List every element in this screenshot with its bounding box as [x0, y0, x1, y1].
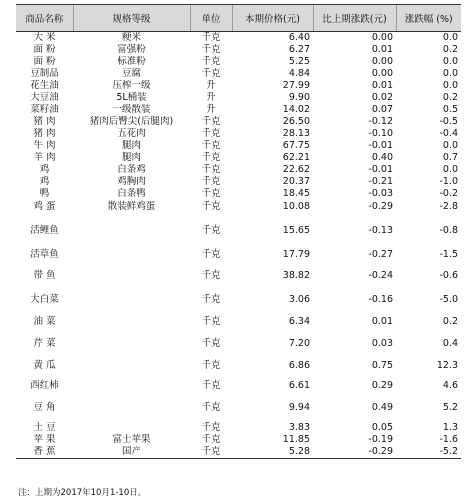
change-cell: -0.19: [368, 434, 393, 445]
change-cell: 0.01: [371, 44, 393, 55]
spec-cell: 猪肉后臀尖(后腿肉): [89, 116, 174, 127]
product-name-cell: 猪 肉: [33, 116, 56, 127]
product-name-cell: 活草鱼: [30, 249, 59, 260]
table-row: [16, 237, 461, 261]
spec-cell: 腿肉: [121, 140, 141, 151]
unit-cell: 千克: [201, 68, 221, 79]
unit-cell: 千克: [201, 152, 221, 163]
spec-cell: 鸡胸肉: [117, 176, 146, 187]
change-cell: -0.01: [368, 164, 393, 175]
product-name-cell: 鸭: [39, 188, 50, 199]
price-cell: 6.40: [288, 32, 310, 43]
price-cell: 9.94: [288, 402, 310, 413]
change-pct-cell: -2.8: [439, 201, 458, 212]
footnote: 注：上期为2017年10月1-10日。: [18, 488, 147, 498]
table-row: [16, 140, 461, 152]
spec-cell: [73, 237, 190, 261]
table-row: [16, 92, 461, 104]
change-pct-cell: 0.2: [442, 92, 458, 103]
spec-cell: 白条鸡: [117, 164, 146, 175]
price-cell: 10.08: [282, 201, 310, 212]
table-row: [16, 350, 461, 372]
table-row: [16, 152, 461, 164]
header-product-name: 商品名称: [16, 5, 73, 32]
change-pct-cell: 0.0: [442, 164, 458, 175]
table-row: [16, 104, 461, 116]
product-name-cell: 豆 角: [33, 402, 56, 413]
spec-cell: 标准粉: [117, 56, 146, 67]
product-name-cell: 土 豆: [33, 422, 56, 433]
change-cell: -0.21: [368, 176, 393, 187]
price-table: [16, 4, 461, 459]
change-cell: -0.10: [368, 128, 393, 139]
spec-cell: 腿肉: [121, 152, 141, 163]
product-name-cell: 牛 肉: [33, 140, 56, 151]
spec-cell: 一级散装: [112, 104, 151, 115]
table-row: [16, 446, 461, 459]
price-cell: 6.86: [288, 360, 310, 371]
change-pct-cell: -0.8: [439, 225, 458, 236]
change-cell: 0.00: [371, 32, 393, 43]
table-row: [16, 68, 461, 80]
spec-cell: [73, 328, 190, 350]
unit-cell: 千克: [201, 116, 221, 127]
change-cell: 0.00: [371, 68, 393, 79]
table-row: [16, 128, 461, 140]
spec-cell: 散装鲜鸡蛋: [107, 201, 156, 212]
price-cell: 18.45: [282, 188, 310, 199]
price-cell: 5.28: [232, 446, 313, 459]
change-pct-cell: 0.5: [442, 104, 458, 115]
spec-cell: 五花肉: [117, 128, 146, 139]
unit-cell: 千克: [201, 225, 221, 236]
spec-cell: 粳米: [121, 32, 141, 43]
spec-cell: [73, 213, 190, 237]
header-change: 比上期涨跌(元): [313, 5, 396, 32]
unit-cell: 千克: [201, 316, 221, 327]
price-cell: 6.27: [288, 44, 310, 55]
unit-cell: 千克: [201, 56, 221, 67]
header-unit: 单位: [190, 5, 232, 32]
change-pct-cell: 1.3: [442, 422, 458, 433]
change-cell: -0.24: [368, 270, 393, 281]
price-cell: 9.90: [288, 92, 310, 103]
change-cell: -0.12: [368, 116, 393, 127]
product-name-cell: 羊 肉: [33, 152, 56, 163]
table-row: [16, 306, 461, 328]
unit-cell: 升: [206, 104, 216, 115]
change-pct-cell: 0.4: [442, 338, 458, 349]
product-name-cell: 芹 菜: [33, 338, 56, 349]
change-cell: -0.27: [368, 249, 393, 260]
table-row: [16, 372, 461, 392]
change-cell: 0.49: [371, 402, 393, 413]
price-cell: 62.21: [282, 152, 310, 163]
change-pct-cell: 0.0: [442, 140, 458, 151]
change-pct-cell: 5.2: [442, 402, 458, 413]
spec-cell: [73, 282, 190, 306]
change-pct-cell: -0.6: [439, 270, 458, 281]
unit-cell: 千克: [201, 176, 221, 187]
table-row: [16, 213, 461, 237]
table-row: [16, 328, 461, 350]
product-name-cell: 面 粉: [33, 56, 56, 67]
header-change-pct: 涨跌幅 (%): [396, 5, 461, 32]
table-row: [16, 44, 461, 56]
change-cell: 0.02: [371, 92, 393, 103]
unit-cell: 千克: [201, 402, 221, 413]
product-name-cell: 鸡 蛋: [33, 201, 56, 212]
change-pct-cell: -0.4: [439, 128, 458, 139]
unit-cell: 千克: [190, 446, 232, 459]
table-row: [16, 434, 461, 446]
product-name-cell: 黄 瓜: [33, 360, 56, 371]
header-row: [16, 5, 461, 32]
change-pct-cell: -5.2: [396, 446, 461, 459]
header-spec-grade: 规格等级: [73, 5, 190, 32]
price-cell: 6.61: [288, 380, 310, 391]
spec-cell: 富强粉: [117, 44, 146, 55]
change-pct-cell: -0.2: [439, 188, 458, 199]
price-cell: 27.99: [282, 80, 310, 91]
spec-cell: [73, 306, 190, 328]
change-pct-cell: 0.0: [442, 32, 458, 43]
change-cell: -0.29: [368, 201, 393, 212]
product-name-cell: 苹 果: [33, 434, 56, 445]
price-cell: 7.20: [288, 338, 310, 349]
product-name-cell: 菜籽油: [30, 104, 59, 115]
change-cell: 0.01: [371, 80, 393, 91]
table-row: [16, 176, 461, 188]
spec-cell: 豆腐: [121, 68, 141, 79]
table-row: [16, 414, 461, 434]
change-pct-cell: 0.2: [442, 316, 458, 327]
change-cell: 0.75: [371, 360, 393, 371]
table-row: [16, 200, 461, 213]
price-cell: 6.34: [288, 316, 310, 327]
product-name-cell: 猪 肉: [33, 128, 56, 139]
unit-cell: 升: [206, 80, 216, 91]
unit-cell: 千克: [201, 338, 221, 349]
change-cell: 0.00: [371, 56, 393, 67]
spec-cell: [73, 350, 190, 372]
unit-cell: 千克: [201, 32, 221, 43]
change-pct-cell: -5.0: [439, 294, 458, 305]
product-name-cell: 活鲤鱼: [30, 225, 59, 236]
price-cell: 28.13: [282, 128, 310, 139]
price-cell: 67.75: [282, 140, 310, 151]
change-cell: 0.29: [371, 380, 393, 391]
change-cell: 0.07: [371, 104, 393, 115]
price-cell: 14.02: [282, 104, 310, 115]
spec-cell: 国产: [73, 446, 190, 459]
change-pct-cell: 0.0: [442, 56, 458, 67]
table-row: [16, 392, 461, 414]
price-cell: 17.79: [282, 249, 310, 260]
table-row: [16, 188, 461, 200]
unit-cell: 千克: [201, 422, 221, 433]
unit-cell: 千克: [201, 128, 221, 139]
change-cell: 0.05: [371, 422, 393, 433]
table-row: [16, 80, 461, 92]
change-pct-cell: 0.7: [442, 152, 458, 163]
table-row: [16, 282, 461, 306]
unit-cell: 千克: [201, 360, 221, 371]
product-name-cell: 油 菜: [33, 316, 56, 327]
product-name-cell: 西红柿: [30, 380, 59, 391]
price-cell: 3.83: [288, 422, 310, 433]
change-cell: -0.29: [313, 446, 396, 459]
change-pct-cell: 0.2: [442, 44, 458, 55]
table-row: [16, 32, 461, 45]
change-cell: -0.16: [368, 294, 393, 305]
change-cell: 0.01: [371, 316, 393, 327]
price-cell: 4.84: [288, 68, 310, 79]
product-name-cell: 豆制品: [30, 68, 59, 79]
product-name-cell: 大白菜: [30, 294, 59, 305]
product-name-cell: 花生油: [30, 80, 59, 91]
change-cell: -0.01: [368, 140, 393, 151]
change-pct-cell: 4.6: [442, 380, 458, 391]
product-name-cell: 香 蕉: [16, 446, 73, 459]
change-pct-cell: 0.0: [442, 68, 458, 79]
spec-cell: 5L桶装: [116, 92, 147, 103]
change-cell: -0.03: [368, 188, 393, 199]
spec-cell: [73, 414, 190, 434]
table-row: [16, 56, 461, 68]
price-cell: 22.62: [282, 164, 310, 175]
price-cell: 3.06: [288, 294, 310, 305]
spec-cell: [73, 372, 190, 392]
product-name-cell: 大 米: [33, 32, 56, 43]
change-pct-cell: -1.5: [439, 249, 458, 260]
product-name-cell: 面 粉: [33, 44, 56, 55]
price-cell: 5.25: [288, 56, 310, 67]
unit-cell: 千克: [201, 44, 221, 55]
change-pct-cell: 12.3: [436, 360, 458, 371]
spec-cell: 压榨一级: [112, 80, 151, 91]
change-pct-cell: -1.0: [439, 176, 458, 187]
unit-cell: 千克: [201, 249, 221, 260]
price-cell: 38.82: [282, 270, 310, 281]
product-name-cell: 鸡: [39, 176, 50, 187]
spec-cell: 白条鸭: [117, 188, 146, 199]
unit-cell: 千克: [201, 380, 221, 391]
unit-cell: 千克: [201, 270, 221, 281]
change-pct-cell: -0.5: [439, 116, 458, 127]
price-cell: 11.85: [282, 434, 310, 445]
unit-cell: 千克: [201, 140, 221, 151]
change-cell: 0.03: [371, 338, 393, 349]
spec-cell: [73, 392, 190, 414]
change-cell: -0.13: [368, 225, 393, 236]
price-cell: 26.50: [282, 116, 310, 127]
header-current-price: 本期价格(元): [232, 5, 313, 32]
table-row: [16, 164, 461, 176]
product-name-cell: 带 鱼: [33, 270, 56, 281]
table-row: [16, 261, 461, 282]
unit-cell: 千克: [201, 188, 221, 199]
table-body: [16, 32, 461, 459]
price-cell: 15.65: [282, 225, 310, 236]
unit-cell: 千克: [201, 201, 221, 212]
unit-cell: 千克: [201, 164, 221, 175]
unit-cell: 千克: [201, 294, 221, 305]
price-cell: 20.37: [282, 176, 310, 187]
product-name-cell: 大豆油: [30, 92, 59, 103]
change-pct-cell: 0.0: [442, 80, 458, 91]
change-cell: 0.40: [371, 152, 393, 163]
product-name-cell: 鸡: [39, 164, 50, 175]
unit-cell: 千克: [201, 434, 221, 445]
unit-cell: 升: [206, 92, 216, 103]
change-pct-cell: -1.6: [439, 434, 458, 445]
spec-cell: [73, 261, 190, 282]
spec-cell: 富士苹果: [112, 434, 151, 445]
table-row: [16, 116, 461, 128]
